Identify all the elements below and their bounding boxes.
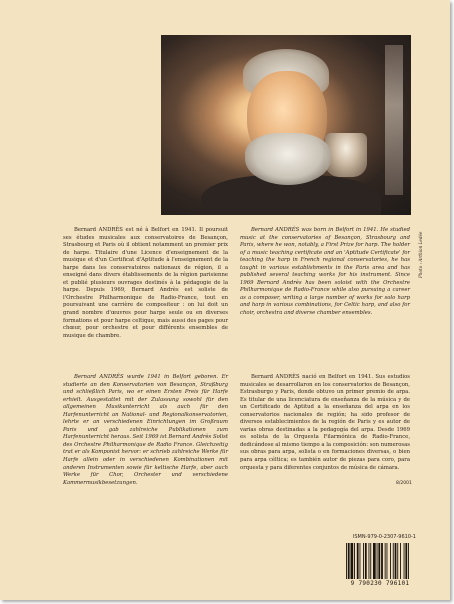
biography-english: Bernard ANDRÈS was born in Belfort in 1941. He studied music at the conservatories of Besançon, Strasbourg and Paris, where he won, notably, a First Prize for harp. The holder of a music teaching certificate and an 'Aptitude Certificate' for teaching the harp in French regional conservatories, he has taught in various establishments in the Paris area and has published several teaching works for his instrument. Since 1969 Bernard Andrès has been soloist with the Orchestre Philharmonique de Radio-France while also pursuing a career as a composer, writing a large number of works for solo harp and harp in various combinations, for Celtic harp, and also for choir, orchestra and diverse chamber ensembles. bbox=[240, 227, 410, 317]
biography-spanish: Bernard ANDRÈS nació en Belfort en 1941. Sus estudios musicales se desarrollaron en los conservatorios de Besançon, Estrasburgo y Paris, donde obtuvo un primer premio de arpa. Es titular de una licenciatura de enseñanza de la música y de un Certificado de Aptitud a la enseñanza del arpa en los conservatorios nacionales de región; ha sido profesor de diversos establecimientos de la región de Paris y es autor de varias obras destinadas a la pedagogía del arpa. Desde 1969 es solista de la Orquesta Filarmónica de Radio-France, dedicándose al mismo tiempo a la composición: son numerosas sus obras para arpa, solista o en formaciones diversas, o bien para arpa céltica; es también autor de piezas para coro, para orquesta y para diferentes conjuntos de música de cámara. bbox=[240, 374, 410, 471]
barcode-digits: 9 790230 796101 bbox=[350, 580, 410, 587]
portrait-beard bbox=[245, 133, 331, 185]
composer-portrait-photo bbox=[161, 35, 411, 215]
barcode bbox=[344, 543, 416, 579]
photo-credit: Photo : Arthion Ledée bbox=[418, 231, 423, 278]
ismn-number: ISMN-979-0-2307-9610-1 bbox=[352, 534, 416, 540]
catalog-code: 8/2001 bbox=[396, 481, 412, 486]
biography-german: Bernard ANDRÈS wurde 1941 in Belfort geboren. Er studierte an den Konservatorien von Besançon, Straßburg und schließlich Paris, wo er einen Ersten Preis für Harfe erhielt. Ausgestattet mit der Zulassung sowohl für den allgemeinen Musikunterricht als auch für den Harfenunterricht an National- und Regionalkonservatorien, lehrte er an verschiedenen Einrichtungen im Großraum Paris und gab zahlreiche Publikationen zum Harfenunterricht heraus. Seit 1969 ist Bernard Andrès Solist des Orchestre Philharmonique de Radio France. Gleichzeitig trat er als Komponist hervor: er schrieb zahlreiche Werke für Harfe allein oder in verschiedenen Kombinationen mit anderen Instrumenten sowie für keltische Harfe, aber auch Werke für Chor, Orchester und verschiedene Kammermusikbesetzungen. bbox=[63, 374, 228, 486]
window-light bbox=[385, 45, 403, 195]
biography-french: Bernard ANDRÈS est né à Belfort en 1941. Il poursuit ses études musicales aux conservatoires de Besançon, Strasbourg et Paris où il obtient notamment un premier prix de harpe. Titulaire d'une Licence d'enseignement de la musique et d'un Certificat d'Aptitude à l'enseignement de la harpe dans les conservatoires nationaux de région, il a enseigné dans divers établissements de la région parisienne et publié plusieurs ouvrages destinés à la pédagogie de la harpe. Depuis 1969, Bernard Andrès est soliste de l'Orchestre Philharmonique de Radio-France, tout en poursuivant une carrière de compositeur : on lui doit un grand nombre d'œuvres pour harpe seule ou en diverses formations et pour harpe celtique, mais aussi des pages pour chœur, pour orchestre et pour différents ensembles de musique de chambre. bbox=[63, 227, 228, 339]
lamp bbox=[325, 133, 367, 177]
